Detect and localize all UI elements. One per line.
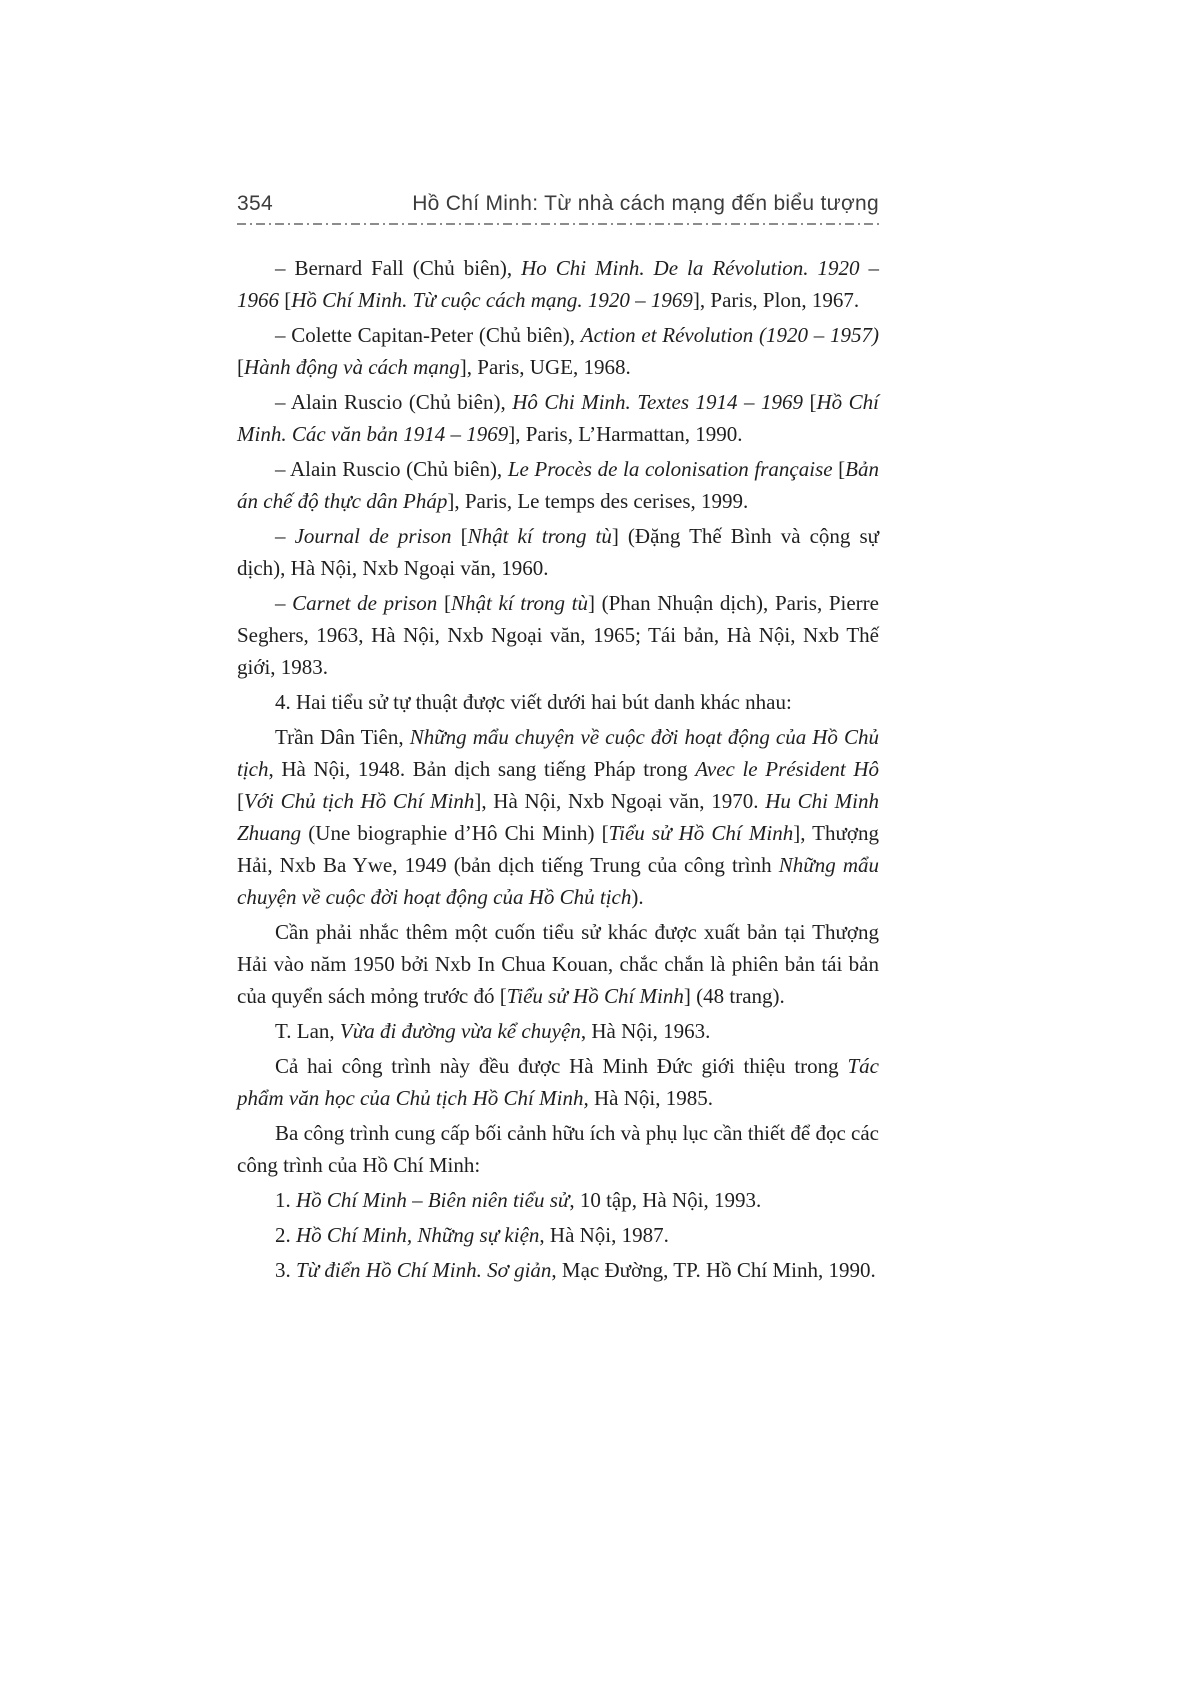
text-run: , Hà Nội, 1987.: [539, 1223, 669, 1248]
text-run: ] (Phan Nhuận dịch), Paris, Pierre Seghers, 1963, Hà Nội, Nxb Ngoại văn, 1965; Tái bản, Hà Nội, Nxb Thế giới, 1983.: [237, 591, 879, 680]
text-run: [: [832, 457, 846, 482]
paragraph: [237, 686, 879, 718]
header-rule: [237, 223, 879, 225]
italic-run: Avec le Président Hô: [695, 757, 880, 782]
italic-run: Le Procès de la colonisation française: [507, 457, 833, 482]
italic-run: Vừa đi đường vừa kể chuyện: [339, 1019, 581, 1044]
text-run: 2.: [275, 1223, 296, 1248]
italic-run: Bản án chế độ thực dân Pháp: [237, 457, 879, 514]
text-run: Trần Dân Tiên,: [275, 725, 410, 750]
text-run: Cả hai công trình này đều được Hà Minh Đức giới thiệu trong: [275, 1054, 848, 1079]
italic-run: Ho Chi Minh. De la Révolution. 1920 – 1966: [237, 256, 879, 313]
page-number: 354: [237, 192, 273, 215]
text-run: [: [279, 288, 292, 313]
italic-run: Tiểu sử Hồ Chí Minh: [506, 984, 684, 1009]
text-run: Cần phải nhắc thêm một cuốn tiểu sử khác được xuất bản tại Thượng Hải vào năm 1950 bởi Nxb In Chua Kouan, chắc chắn là phiên bản tái bản của quyển sách mỏng trước đó [: [237, 920, 879, 1009]
italic-run: Hu Chi Minh Zhuang: [237, 789, 879, 846]
text-run: ], Paris, Le temps des cerises, 1999.: [447, 489, 749, 514]
italic-run: Những mẩu chuyện về cuộc đời hoạt động của Hồ Chủ tịch: [237, 725, 879, 782]
italic-run: Hồ Chí Minh. Các văn bản 1914 – 1969: [237, 390, 880, 447]
italic-run: Nhật kí trong tù: [467, 524, 612, 549]
text-run: – Alain Ruscio (Chủ biên),: [275, 390, 513, 415]
paragraph: [237, 721, 879, 913]
text-run: ], Paris, UGE, 1968.: [459, 355, 631, 380]
text-run: Hà Nội, 1985.: [588, 1086, 713, 1111]
text-run: T. Lan,: [275, 1019, 340, 1044]
text-run: , Hà Nội, 1948. Bản dịch sang tiếng Pháp trong: [268, 757, 696, 782]
paragraph: [237, 1117, 879, 1181]
text-run: ).: [631, 885, 644, 910]
paragraph: [237, 1184, 879, 1216]
paragraph: [237, 1050, 879, 1114]
text-run: (Une biographie d’Hô Chi Minh) [: [301, 821, 609, 846]
text-run: ], Hà Nội, Nxb Ngoại văn, 1970.: [474, 789, 766, 814]
italic-run: Tiểu sử Hồ Chí Minh: [608, 821, 794, 846]
text-run: ], Thượng Hải, Nxb Ba Ywe, 1949 (bản dịch tiếng Trung của công trình: [237, 821, 879, 878]
italic-run: Hồ Chí Minh, Những sự kiện: [296, 1223, 540, 1248]
italic-run: Nhật kí trong tù: [450, 591, 588, 616]
italic-run: Với Chủ tịch Hồ Chí Minh: [244, 789, 475, 814]
paragraph: [237, 1254, 879, 1286]
text-run: –: [275, 524, 295, 549]
paragraph: [237, 453, 879, 517]
italic-run: Hồ Chí Minh. Từ cuộc cách mạng. 1920 – 1969: [291, 288, 693, 313]
paragraph: [237, 587, 879, 683]
text-run: – Colette Capitan-Peter (Chủ biên),: [275, 323, 581, 348]
text-run: , Mạc Đường, TP. Hồ Chí Minh, 1990.: [551, 1258, 876, 1283]
text-run: ], Paris, Plon, 1967.: [692, 288, 860, 313]
text-run: Ba công trình cung cấp bối cảnh hữu ích và phụ lục cần thiết để đọc các công trình của Hồ Chí Minh:: [237, 1121, 879, 1178]
text-run: [: [237, 789, 244, 814]
text-run: ], Paris, L’Harmattan, 1990.: [508, 422, 743, 447]
text-run: –: [275, 591, 293, 616]
text-run: 1.: [275, 1188, 296, 1213]
paragraph: [237, 386, 879, 450]
italic-run: Action et Révolution (1920 – 1957): [580, 323, 880, 348]
paragraph: [237, 252, 879, 316]
italic-run: Hành động và cách mạng: [244, 355, 460, 380]
text-run: – Bernard Fall (Chủ biên),: [275, 256, 522, 281]
text-run: 4. Hai tiểu sử tự thuật được viết dưới hai bút danh khác nhau:: [275, 690, 792, 715]
paragraph: [237, 916, 879, 1012]
italic-run: Hô Chi Minh. Textes 1914 – 1969: [512, 390, 803, 415]
text-run: [: [237, 355, 244, 380]
paragraph: [237, 520, 879, 584]
text-run: – Alain Ruscio (Chủ biên),: [275, 457, 508, 482]
text-run: 3.: [275, 1258, 296, 1283]
paragraph: [237, 1015, 879, 1047]
italic-run: Từ điển Hồ Chí Minh. Sơ giản: [296, 1258, 552, 1283]
text-run: [: [437, 591, 451, 616]
italic-run: Carnet de prison: [292, 591, 438, 616]
text-run: ] (48 trang).: [683, 984, 785, 1009]
italic-run: Hồ Chí Minh – Biên niên tiểu sử: [296, 1188, 570, 1213]
running-title: Hồ Chí Minh: Từ nhà cách mạng đến biểu tượng: [412, 192, 879, 215]
paragraph: [237, 319, 879, 383]
body-text: [237, 252, 879, 1286]
italic-run: Những mẩu chuyện về cuộc đời hoạt động của Hồ Chủ tịch: [237, 853, 879, 910]
paragraph: [237, 1219, 879, 1251]
running-header: [237, 192, 879, 216]
italic-run: Journal de prison: [294, 524, 452, 549]
text-run: [: [803, 390, 817, 415]
text-run: ] (Đặng Thế Bình và cộng sự dịch), Hà Nội, Nxb Ngoại văn, 1960.: [237, 524, 880, 581]
text-run: , Hà Nội, 1963.: [580, 1019, 711, 1044]
text-run: , 10 tập, Hà Nội, 1993.: [569, 1188, 762, 1213]
text-run: [: [451, 524, 468, 549]
italic-run: Tác phẩm văn học của Chủ tịch Hồ Chí Minh,: [237, 1054, 879, 1111]
page-content: [237, 192, 879, 1289]
